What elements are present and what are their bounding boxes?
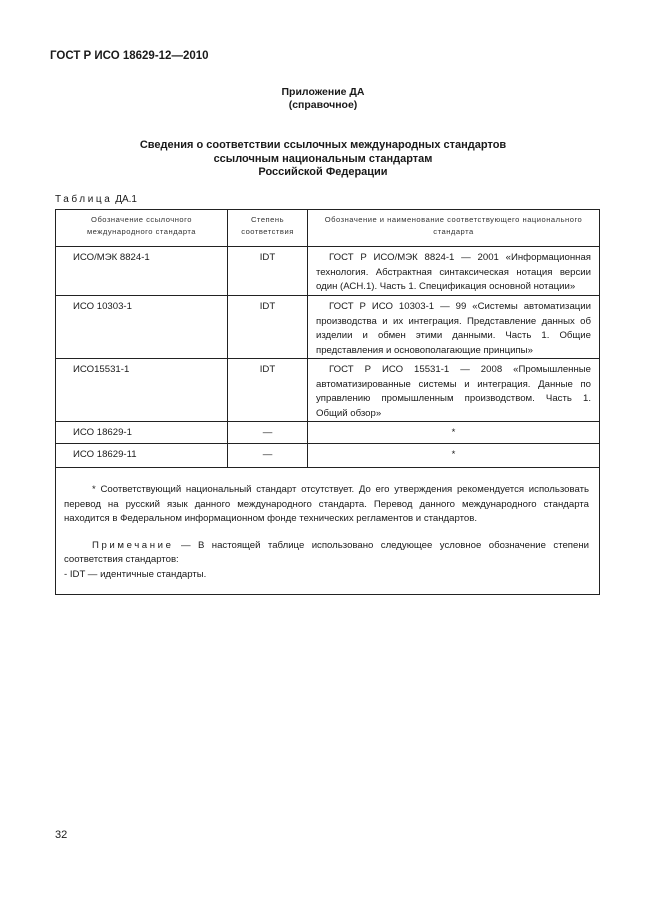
column-header-intl: Обозначение ссылочного международного стандарта	[56, 210, 228, 247]
cell-intl-standard: ИСО 10303-1	[56, 296, 228, 359]
page-number: 32	[55, 829, 68, 841]
cell-degree: —	[228, 422, 308, 444]
annex-title: Приложение ДА	[281, 86, 365, 98]
annex-subtitle: (справочное)	[288, 99, 358, 111]
cell-degree: IDT	[228, 359, 308, 422]
footnote-text: * Соответствующий национальный стандарт отсутствует. До его утверждения рекомендуется использовать перевод на русский язык данного международного стандарта. Перевод данного международного стандарта находится в Федеральном информационном фонде технических регламентов и стандартов.	[64, 484, 589, 524]
note-paragraph	[64, 539, 589, 568]
table-footnotes	[56, 468, 600, 595]
section-title-line: ссылочным национальным стандартам	[213, 152, 433, 165]
note-text: — В настоящей таблице использовано следующее условное обозначение степени соответствия стандартов:	[64, 539, 589, 565]
column-header-degree: Степень соответствия	[228, 210, 308, 247]
cell-degree: —	[228, 444, 308, 468]
table-row	[56, 296, 600, 359]
cell-intl-standard: ИСО 18629-11	[56, 444, 228, 468]
table-row	[56, 422, 600, 444]
table-row	[56, 444, 600, 468]
table-label-word: Таблица	[55, 194, 113, 205]
note-item: - IDT — идентичные стандарты.	[64, 568, 207, 580]
document-header: ГОСТ Р ИСО 18629-12—2010	[50, 50, 209, 62]
cell-national-standard: ГОСТ Р ИСО 10303-1 — 99 «Системы автоматизации производства и их интеграция. Представление данных об изделии и обмен этими данными. Часть 1. Общие представления и основополагающие принципы»	[308, 296, 600, 359]
note-label: Примечание	[92, 539, 174, 551]
section-title-line: Сведения о соответствии ссылочных международных стандартов	[139, 139, 507, 151]
section-title	[0, 139, 646, 180]
cell-intl-standard: ИСО/МЭК 8824-1	[56, 247, 228, 296]
cell-national-standard: ГОСТ Р ИСО/МЭК 8824-1 — 2001 «Информационная технология. Абстрактная синтаксическая нотация версии один (АСН.1). Часть 1. Спецификация основной нотации»	[308, 247, 600, 296]
annex-heading	[0, 86, 646, 112]
table-row	[56, 359, 600, 422]
cell-national-standard: *	[308, 422, 600, 444]
cell-degree: IDT	[228, 247, 308, 296]
correspondence-table	[55, 209, 600, 595]
column-header-national: Обозначение и наименование соответствующего национального стандарта	[308, 210, 600, 247]
table-label-number: ДА.1	[112, 194, 137, 205]
cell-intl-standard: ИСО15531-1	[56, 359, 228, 422]
cell-degree: IDT	[228, 296, 308, 359]
cell-national-standard: ГОСТ Р ИСО 15531-1 — 2008 «Промышленные автоматизированные системы и интеграция. Данные по управлению промышленным производством. Часть 1. Общий обзор»	[308, 359, 600, 422]
table-row	[56, 247, 600, 296]
table-header-row	[56, 210, 600, 247]
cell-intl-standard: ИСО 18629-1	[56, 422, 228, 444]
table-label	[55, 194, 137, 205]
cell-national-standard: *	[308, 444, 600, 468]
section-title-line: Российской Федерации	[258, 166, 388, 178]
table-footer-row	[56, 468, 600, 595]
